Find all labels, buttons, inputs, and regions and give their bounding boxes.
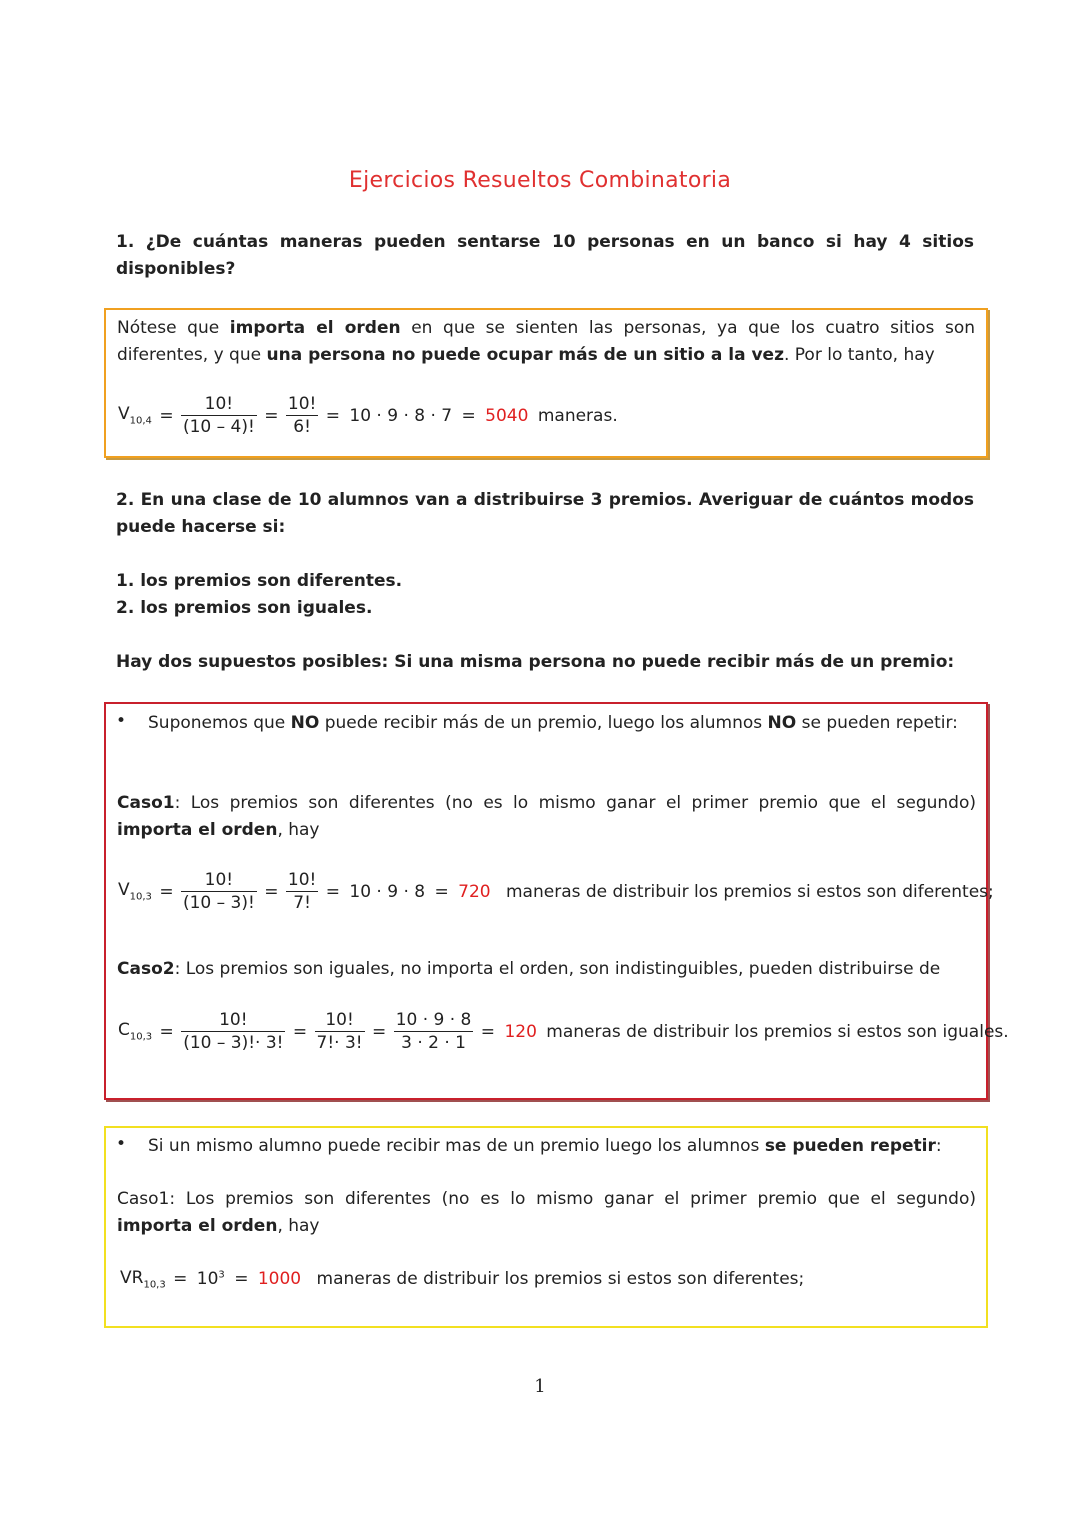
bullet: • (116, 711, 127, 731)
caso2-text: Caso2: Los premios son iguales, no importa el orden, son indistinguibles, pueden distribuirse de (117, 959, 941, 979)
caso1-repeat-text: Caso1: Los premios son diferentes (no es lo mismo ganar el primer premio que el segundo) importa el orden, hay (117, 1189, 976, 1236)
no-repeat-text: Suponemos que NO puede recibir más de un premio, luego los alumnos NO se pueden repetir: (148, 713, 958, 733)
solution-box-2 (104, 702, 1009, 1100)
bullet: • (116, 1134, 127, 1154)
page-number: 1 (534, 1376, 546, 1397)
question-1: 1. ¿De cuántas maneras pueden sentarse 10 personas en un banco si hay 4 sitios disponibles? (116, 232, 974, 279)
repeat-text: Si un mismo alumno puede recibir mas de un premio luego los alumnos se pueden repetir: (148, 1136, 942, 1156)
formula-v10-3: $V_{10,3}$ = $\frac{10!}{(10 - 3)!}$ = $\frac{10!}{7!}$ = 10 · 9 · 8 = 720 maneras de distribuir los premios si estos son diferentes; (118, 870, 994, 913)
assumption-text: Hay dos supuestos posibles: Si una misma persona no puede recibir más de un premio: (116, 652, 955, 672)
result-720: 720 (458, 881, 491, 902)
formula-vr10-3: $VR_{10,3} = 10^3 = 1000$ maneras de distribuir los premios si estos son diferentes; (120, 1268, 805, 1291)
result-120: 120 (504, 1021, 537, 1042)
question-2-item-1: 1. los premios son diferentes. (116, 571, 403, 591)
solution-box-3 (104, 1126, 988, 1328)
caso1-text: Caso1: Los premios son diferentes (no es lo mismo ganar el primer premio que el segundo) importa el orden, hay (117, 793, 976, 840)
question-2: 2. En una clase de 10 alumnos van a distribuirse 3 premios. Averiguar de cuántos modos puede hacerse si: (116, 490, 974, 537)
formula-v10-4: $V_{10,4}$ = $\frac{10!}{(10 - 4)!}$ = $\frac{10!}{6!}$ = 10 · 9 · 8 · 7 = 5040 maneras. (118, 394, 618, 437)
result-1000: 1000 (257, 1269, 302, 1290)
formula-c10-3: $C_{10,3}$ = $\frac{10!}{(10 - 3)!\cdot 3!}$ = $\frac{10!}{7!\cdot 3!}$ = $\frac{10 \cdot 9 \cdot 8}{3 \cdot 2 \cdot 1}$ = 120 maneras de distribuir los premios si estos son iguales. (118, 1010, 1009, 1053)
question-2-item-2: 2. los premios son iguales. (116, 598, 373, 618)
result-5040: 5040 (485, 405, 529, 426)
document-title: Ejercicios Resueltos Combinatoria (348, 168, 732, 193)
solution-box-1 (104, 308, 988, 458)
solution-1-text: Nótese que importa el orden en que se sienten las personas, ya que los cuatro sitios son diferentes, y que una persona no puede ocupar más de un sitio a la vez. Por lo tanto, hay (117, 318, 975, 365)
